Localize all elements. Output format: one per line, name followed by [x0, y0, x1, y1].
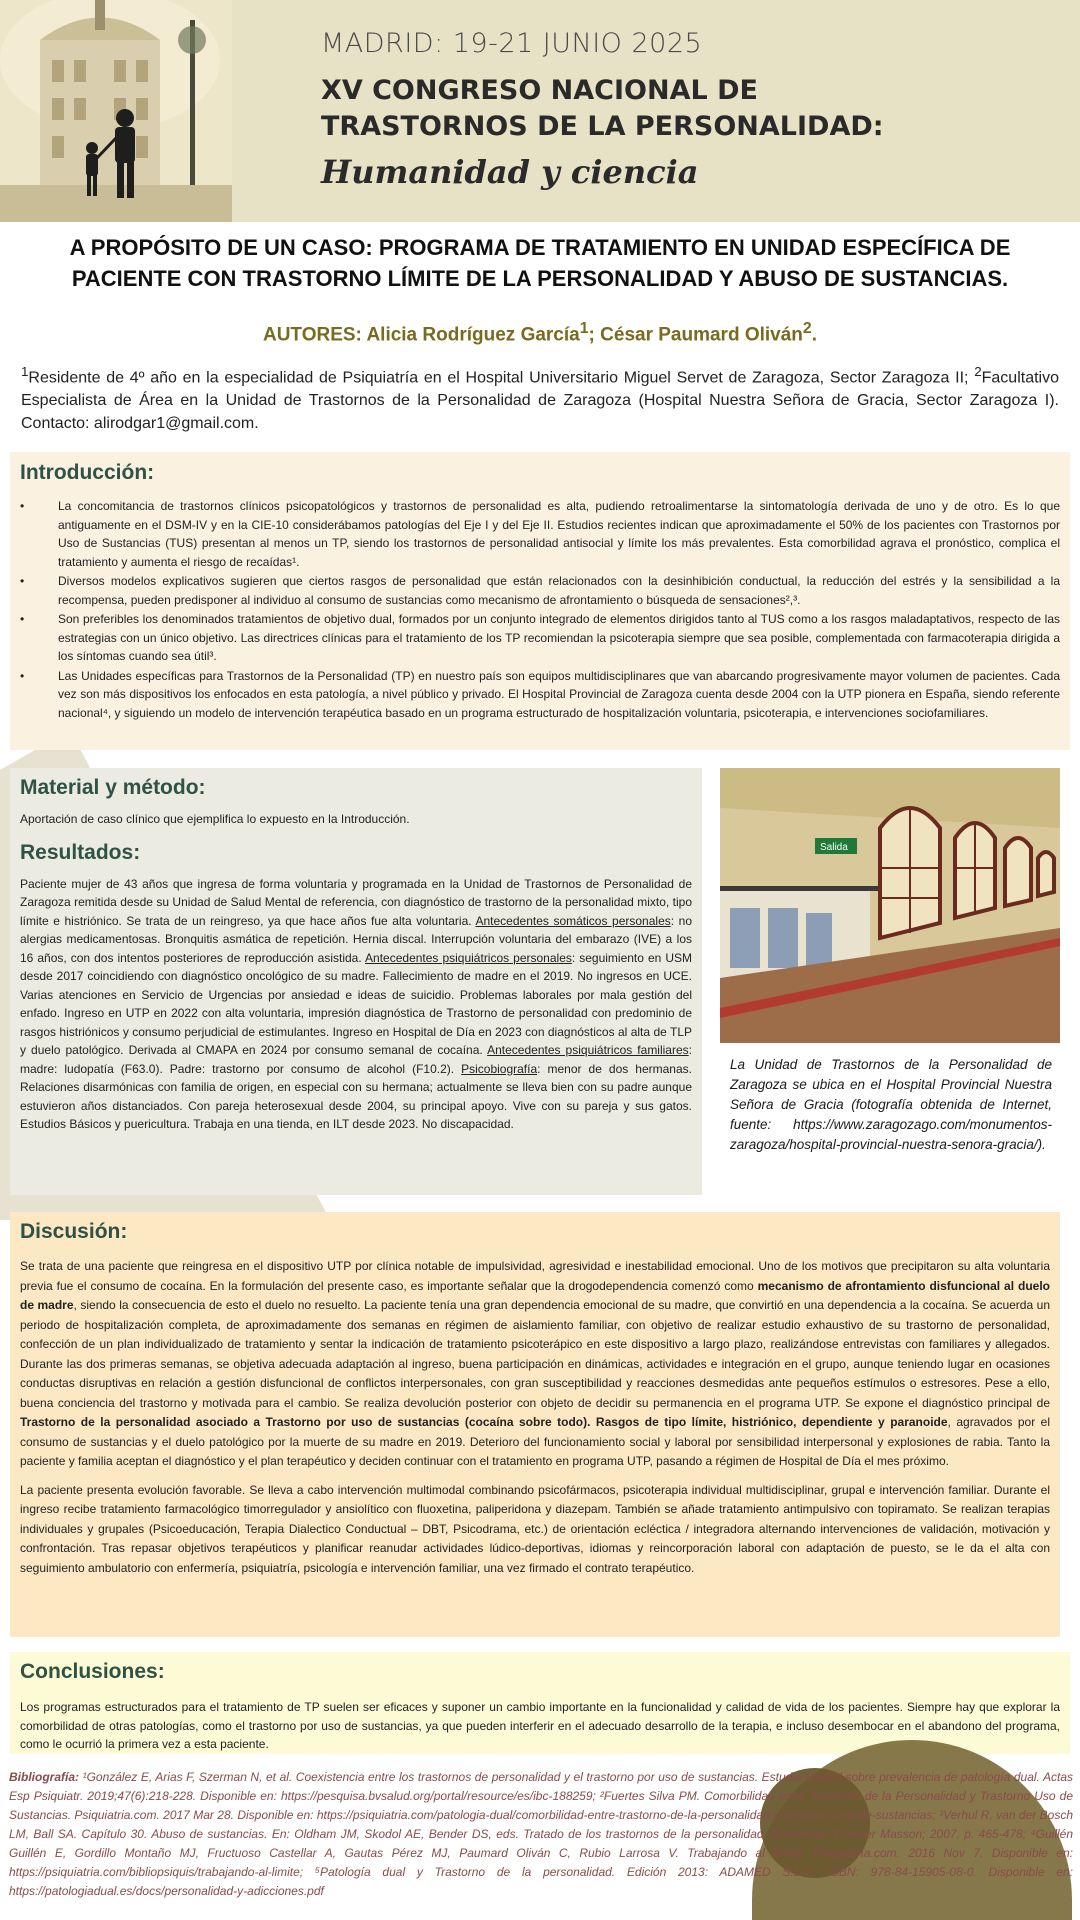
section-conclusiones — [10, 1652, 1070, 1754]
material-heading: Material y método: — [20, 776, 206, 799]
congress-banner — [0, 0, 1080, 222]
author-2: César Paumard Oliván — [600, 324, 803, 346]
intro-bullet: • Son preferibles los denominados tratamientos de objetivo dual, formados por un conjunto integrado de elementos dirigidos tanto al TUS como a los rasgos maladaptativos, respecto de las estrategias con un único objetivo. Las directrices clínicas para el tratamiento de los TP recomiendan la psicoterapia siempre que sea posible, complementada con farmacoterapia dirigida a los síntomas cuando sea útil³. — [20, 612, 1060, 663]
intro-bullet: • Las Unidades específicas para Trastornos de la Personalidad (TP) en nuestro país son equipos multidisciplinares que van abarcando progresivamente mayor volumen de pacientes. Cada vez son más dispositivos los enfocados en esta patología, a nivel público y privado. El Hospital Provincial de Zaragoza cuenta desde 2004 con la UTP pionera en España, siendo referente nacional⁴, y siguiendo un modelo de intervención terapéutica basado en un programa estructurado de hospitalización voluntaria, psicoterapia, e intervenciones sociofamiliares. — [20, 668, 1060, 720]
discusion-paragraph-2: La paciente presenta evolución favorable. Se lleva a cabo intervención multimodal combinando psicofármacos, psicoterapia individual multidisciplinar, grupal e intervención familiar. Durante el ingreso recibe tratamiento farmacológico timorregulador y ansiolítico con fluoxetina, paliperidona y diazepam. También se añade tratamiento antimpulsivo con topiramato. Se realizan terapias individuales y grupales (Psicoeducación, Terapia Dialectico Conductual – DBT, Psicodrama, etc.) de orientación ecléctica / integradora alternando intervenciones de validación, motivación y confrontación. Tras repasar objetivos terapéuticos y planificar reanudar actividades lúdico-deportivas, idiomas y reincorporación laboral con adaptación de puesto, se le da el alta con seguimiento ambulatorio con enfermería, psiquiatría, psicología e intervención familiar, una vez firmado el contrato terapéutico. — [20, 1482, 1050, 1575]
conclusiones-heading: Conclusiones: — [20, 1660, 165, 1683]
resultados-heading: Resultados: — [20, 840, 141, 864]
hospital-corridor-photo — [720, 768, 1060, 1043]
affiliation-2: Facultativo Especialista de Área en la Unidad de Trastornos de la Personalidad de Zaragoza (Hospital Nuestra Señora de Gracia, Sector Zaragoza I). Contacto: alirodgar1@gmail.com. — [21, 369, 1059, 433]
bibliografia-text: ¹González E, Arias F, Szerman N, et al. Coexistencia entre los trastornos de personalidad y el trastorno por uso de sustancias. Estudio Madrid sobre prevalencia de patología dual. Actas Esp Psiquiatr. 2019;47(6):218-228. Disponible en: https://pesquisa.bvsalud.org/portal/resource/es/ibc-188259; ²Fuertes Silva PM. Comorbilidad entre Trastorno de la Personalidad y Trastorno Uso de Sustancias. Psiquiatria.com. 2017 Mar 28. Disponible en: https://psiquiatria.com/patologia-dual/comorbilidad-entre-trastorno-de-la-personalidad-y-trastorno-uso-de-sustancias; ³Verhul R, van der Bosch LM, Ball SA. Capítulo 30. Abuso de sustancias. En: Oldham JM, Skodol AE, Bender DS, eds. Tratado de los trastornos de la personalidad. Barcelona: Elsevier Masson; 2007. p. 465-478; ⁴Guillén Guillén E, Gordillo Montaño MJ, Fructuoso Castellar A, Gautas Pérez MJ, Paumard Oliván C, Rubio Larrosa V. Trabajando al límite. Psiquiatría.com. 2016 Nov 7. Disponible en: https://psiquiatria.com/bibliopsiquis/trabajando-al-limite; ⁵Patología dual y Trastorno de la personalidad. Edición 2013: ADAMED S.L.U. ISBN: 978-84-15905-08-0. Disponible en: https://patologiadual.es/docs/personalidad-y-adicciones.pdf — [9, 1770, 1073, 1898]
author-1: Alicia Rodríguez García — [366, 324, 580, 346]
authors-label: AUTORES: — [262, 324, 367, 346]
bibliografia — [9, 1768, 1073, 1901]
congress-title-line1: XV CONGRESO NACIONAL DE — [321, 75, 758, 106]
madrid-illustration — [0, 0, 232, 222]
affiliations: $^1$Residente de 4º año en la especialidad de Psiquiatría en el Hospital Universitario Miguel Servet de Zaragoza, Sector Zaragoza II; $^2$Facultativo Especialista de Área en la Unidad de Trastornos de la Personalidad de Zaragoza (Hospital Nuestra Señora de Gracia, Sector Zaragoza I). Contacto: alirodgar1@gmail.com. — [21, 364, 1059, 433]
photo-caption: La Unidad de Trastornos de la Personalidad de Zaragoza se ubica en el Hospital Provincial Nuestra Señora de Gracia (fotografía obtenida de Internet, fuente: https://www.zaragozago.com/monumentos-zaragoza/hospital-provincial-nuestra-senora-gracia/). — [730, 1057, 1052, 1152]
material-text: Aportación de caso clínico que ejemplifica lo expuesto en la Introducción. — [20, 812, 410, 826]
section-discusion — [10, 1212, 1060, 1637]
discusion-heading: Discusión: — [20, 1220, 128, 1243]
resultados-text: Paciente mujer de 43 años que ingresa de forma voluntaria y programada en la Unidad de Trastornos de Personalidad de Zaragoza remitida desde su Unidad de Salud Mental de referencia, con diagnóstico de trastorno de la personalidad mixto, tipo límite e histriónico. Se trata de un reingreso, ya que hace años fue alta voluntaria. Antecedentes somáticos personales: no alergias medicamentosas. Bronquitis asmática de repetición. Hernia discal. Interrupción voluntaria del embarazo (IVE) a los 16 años, con dos intentos posteriores de reproducción asistida. Antecedentes psiquiátricos personales: seguimiento en USM desde 2017 coincidiendo con diagnóstico oncológico de su madre. Fallecimiento de madre en el 2019. No ingresos en UCE. Varias atenciones en Servicio de Urgencias por ansiedad e ideas de suicidio. Problemas laborales por mala gestión del enfado. Ingreso en UTP en 2022 con alta voluntaria, impresión diagnóstica de Trastorno de personalidad con predominio de rasgos histriónicos y consumo perjudicial de estimulantes. Ingreso en Hospital de Día en 2023 con diagnósticos al alta de TLP y duelo patológico. Derivada al CMAPA en 2024 por consumo semanal de cocaína. Antecedentes psiquiátricos familiares: madre: ludopatía (F63.0). Padre: trastorno por consumo de alcohol (F10.2). Psicobiografía: menor de dos hermanas. Relaciones disarmónicas con familia de origen, en especial con su hermana; actualmente se lleva bien con su padre aunque estuvieron años distanciados. Con pareja heterosexual desde 2004, su principal apoyo. Vive con su pareja y sus gatos. Estudios Básicos y puericultura. Trabaja en una tienda, en ILT desde 2023. No discapacidad. — [20, 876, 693, 1131]
affiliation-1: Residente de 4º año en la especialidad de Psiquiatría en el Hospital Universitario Miguel Servet de Zaragoza, Sector Zaragoza II; — [28, 369, 969, 387]
intro-heading: Introducción: — [20, 461, 155, 484]
section-introduccion — [10, 452, 1070, 750]
poster-title: A PROPÓSITO DE UN CASO: PROGRAMA DE TRATAMIENTO EN UNIDAD ESPECÍFICA DE PACIENTE CON TRASTORNO LÍMITE DE LA PERSONALIDAD Y ABUSO DE SUSTANCIAS. — [69, 235, 1011, 291]
congress-subtitle: Humanidad y ciencia — [321, 153, 699, 191]
exit-sign-text: Salida — [820, 842, 848, 853]
intro-bullet: • La concomitancia de trastornos clínicos psicopatológicos y trastornos de personalidad es alta, pudiendo retroalimentarse la sintomatología derivada de uno y de otro. Es lo que antiguamente en el DSM-IV y en la CIE-10 considerábamos patologías del Eje I y del Eje II. Estudios recientes indican que aproximadamente el 50% de los pacientes con Trastornos por Uso de Sustancias (TUS) presentan al menos un TP, siendo los trastornos de personalidad antisocial y límite los más prevalentes. Esta comorbilidad agrava el pronóstico, complica el tratamiento y aumenta el riesgo de recaídas¹. — [20, 499, 1060, 569]
intro-bullet: • Diversos modelos explicativos sugieren que ciertos rasgos de personalidad que están relacionados con la desinhibición conductual, la reducción del estrés y la sensibilidad a la recompensa, pueden predisponer al individuo al consumo de sustancias como mecanismo de afrontamiento o búsqueda de sensaciones²,³. — [20, 574, 1060, 607]
conclusiones-text: Los programas estructurados para el tratamiento de TP suelen ser eficaces y suponer un cambio importante en la funcionalidad y calidad de vida de los pacientes. Siempre hay que explorar la comorbilidad de otras patologías, como el trastorno por uso de sustancias, ya que pueden interferir en el adecuado desarrollo de la terapia, e incluso desembocar en el abandono del programa, como le ocurrió la primera vez a esta paciente. — [20, 1700, 1060, 1751]
congress-date: MADRID: 19-21 JUNIO 2025 — [321, 28, 703, 59]
bibliografia-label: Bibliografía: — [9, 1770, 80, 1784]
intro-list — [20, 497, 1060, 722]
discusion-paragraph-1: Se trata de una paciente que reingresa en el dispositivo UTP por clínica notable de impulsividad, agresividad e inestabilidad emocional. Uno de los motivos que precipitaron su alta voluntaria previa fue el consumo de cocaína. En la formulación del presente caso, es importante señalar que la drogodependencia comenzó como mecanismo de afrontamiento disfuncional al duelo de madre, siendo la consecuencia de esto el duelo no resuelto. La paciente tenía una gran dependencia emocional de su madre, que convirtió en una dependencia a la cocaína. Se acuerda un periodo de hospitalización completa, de aproximadamente dos semanas en régimen de aislamiento familiar, con objetivo de realizar estudio exhaustivo de su trastorno de personalidad, confección de un plan individualizado de tratamiento y sentar la indicación de tratamiento psicoterápico en este dispositivo a largo plazo, realizándose entrevistas con familiares y allegados. Durante las dos primeras semanas, se objetiva adecuada adaptación al ingreso, buena participación en dinámicas, actividades e integración en el grupo, aunque teniendo lugar en ocasiones conductas disruptivas en relación a gestión disfuncional de conflictos interpersonales, con gran susceptibilidad y reacciones desmedidas ante pequeños estímulos o estresores. Pese a ello, buena conciencia del trastorno y motivada para el cambio. Se realiza devolución posterior con objeto de decidir su permanencia en el programa UTP. Se expone el diagnóstico principal de Trastorno de la personalidad asociado a Trastorno por uso de sustancias (cocaína sobre todo). Rasgos de tipo límite, histriónico, dependiente y paranoide, agravados por el consumo de sustancias y el duelo patológico por la muerte de su madre en 2019. Deterioro del funcionamiento social y laboral por sensibilidad interpersonal y explosiones de rabia. Tanto la paciente y familia aceptan el diagnóstico y el plan terapéutico y deciden continuar con el tratamiento en programa UTP, pasando a régimen de Hospital de Día el mes próximo. — [20, 1259, 1050, 1468]
poster-authors: AUTORES: Alicia Rodríguez García$^1$; César Paumard Oliván$^2$. — [262, 320, 818, 346]
section-material-resultados — [10, 768, 702, 1195]
congress-title-line2: TRASTORNOS DE LA PERSONALIDAD: — [321, 111, 884, 142]
